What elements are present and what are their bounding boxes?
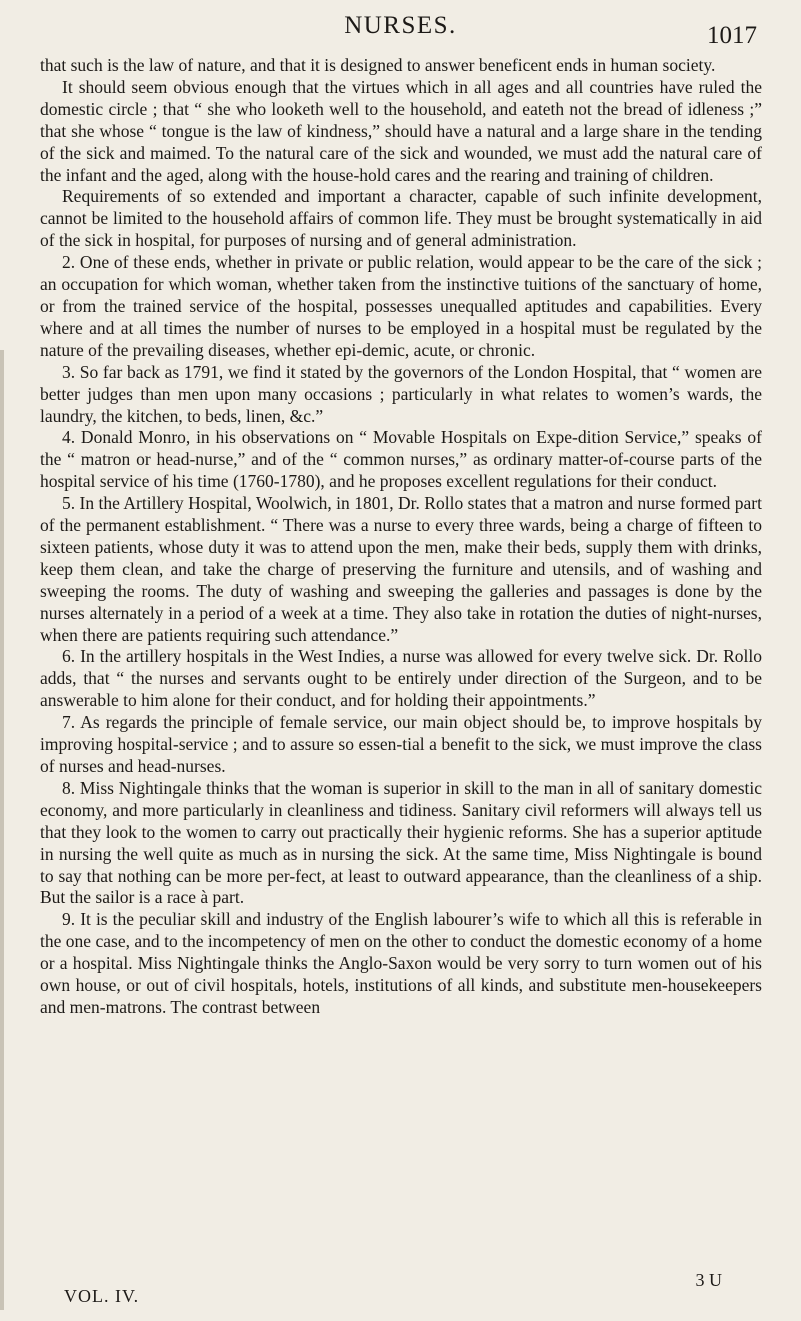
page-header [0, 12, 801, 52]
paragraph-7: 7. As regards the principle of female service, our main object should be, to improve hospitals by improving hospital-service ; and to assure so essen-tial a benefit to the sick, we must improve the class of nurses and head-nurses. [40, 712, 762, 776]
paragraph-9: 9. It is the peculiar skill and industry of the English labourer’s wife to which all this is referable in the one case, and to the incompetency of men on the other to conduct the domestic economy of a home or a hospital. Miss Nightingale thinks the Anglo-Saxon would be very sorry to turn women out of his own house, or out of civil hospitals, hotels, institutions of all kinds, and substitute men-housekeepers and men-matrons. The contrast between [40, 909, 762, 1017]
paragraph-3: 3. So far back as 1791, we find it stated by the governors of the London Hospital, that “ women are better judges than men upon many occasions ; particularly in what relates to women’s wards, the laundry, the kitchen, to beds, linen, &c.” [40, 361, 762, 426]
paragraph-continuation: that such is the law of nature, and that it is designed to answer beneficent ends in human society. [40, 55, 716, 75]
paragraph-4: 4. Donald Monro, in his observations on “ Movable Hospitals on Expe-dition Service,” speaks of the “ matron or head-nurse,” and of the “ common nurses,” as ordinary matter-of-course parts of the hospital service of his time (1760-1780), and he proposes excellent regulations for their conduct. [40, 427, 762, 492]
volume-label: VOL. IV. [64, 1286, 140, 1306]
page-number: 1017 [707, 22, 757, 49]
paragraph-2: 2. One of these ends, whether in private or public relation, would appear to be the care of the sick ; an occupation for which woman, whether taken from the instinctive tuitions of the sanctuary of home, or from the trained service of the hospital, possesses unequalled aptitudes and capabilities. Every where and at all times the number of nurses to be employed in a hospital must be regulated by the nature of the prevailing diseases, whether epi-demic, acute, or chronic. [40, 252, 762, 360]
page-footer [40, 1270, 762, 1308]
page-gutter-shadow [0, 350, 4, 1310]
running-title: NURSES. [344, 12, 457, 39]
signature-mark: 3 U [695, 1270, 722, 1290]
paragraph-requirements: Requirements of so extended and important a character, capable of such infinite development, cannot be limited to the household affairs of common life. They must be brought systematically in aid of the sick in hospital, for purposes of nursing and of general administration. [40, 186, 762, 251]
paragraph-5: 5. In the Artillery Hospital, Woolwich, in 1801, Dr. Rollo states that a matron and nurse formed part of the permanent establishment. “ There was a nurse to every three wards, being a charge of fifteen to sixteen patients, whose duty it was to attend upon the men, make their beds, supply them with drinks, keep them clean, and take the charge of preserving the furniture and utensils, and of washing and sweeping the rooms. The duty of washing and sweeping the galleries and passages is done by the nurses alternately in a period of a week at a time. They also take in rotation the duties of night-nurses, when there are patients requiring such attendance.” [40, 493, 762, 645]
article-body [40, 55, 762, 1019]
paragraph-virtues: It should seem obvious enough that the virtues which in all ages and all countries have ruled the domestic circle ; that “ she who looketh well to the household, and eateth not the bread of idleness ;” that she whose “ tongue is the law of kindness,” should have a natural and a large share in the tending of the sick and maimed. To the natural care of the sick and wounded, we must add the natural care of the infant and the aged, along with the house-hold cares and the rearing and training of children. [40, 76, 762, 185]
paragraph-6: 6. In the artillery hospitals in the West Indies, a nurse was allowed for every twelve sick. Dr. Rollo adds, that “ the nurses and servants ought to be entirely under direction of the Surgeon, and to be answerable to him alone for their conduct, and for holding their appointments.” [40, 646, 762, 711]
paragraph-8: 8. Miss Nightingale thinks that the woman is superior in skill to the man in all of sanitary domestic economy, and more particularly in cleanliness and tidiness. Sanitary civil reformers will always tell us that they look to the women to carry out practically their hygienic reforms. She has a superior aptitude in nursing the well quite as much as in nursing the sick. At the same time, Miss Nightingale is bound to say that nothing can be more per-fect, at least to outward appearance, than the cleanliness of a ship. But the sailor is a race à part. [40, 777, 762, 908]
